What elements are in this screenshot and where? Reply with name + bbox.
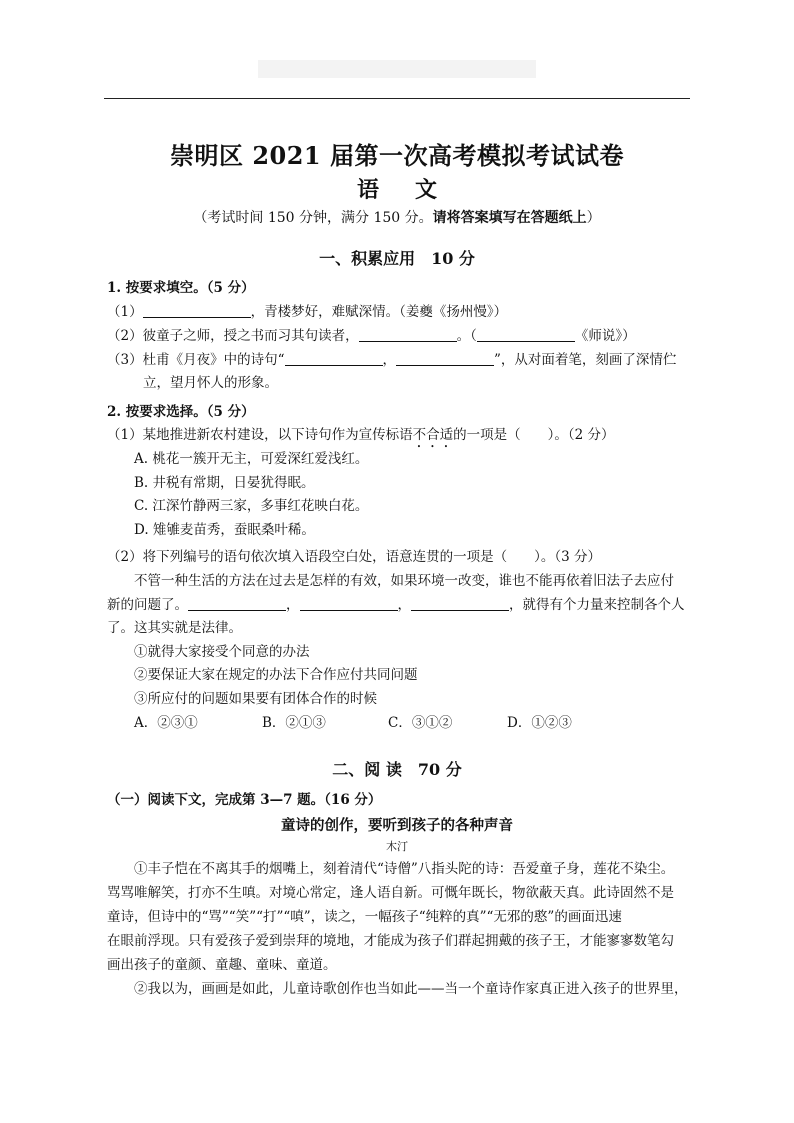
q2-para-line (107, 593, 685, 613)
note-bold-text: 请将答案填写在答题纸上 (432, 210, 587, 226)
q1-stem: 1. 按要求填空。（5 分） (107, 280, 255, 296)
article-line: 画出孩子的童颜、童趣、童味、童道。 (107, 957, 337, 973)
subject-char: 语 (356, 177, 379, 203)
note-text: （考试时间 150 分钟，满分 150 分。 (193, 210, 433, 226)
q1-item3-text-end: ”，从对面着笔，刻画了深情伫 (494, 352, 677, 368)
article-line: ②我以为，画画是如此，儿童诗歌创作也当如此——当一个童诗作家真正进入孩子的世界里， (134, 981, 688, 997)
q1-item3 (107, 348, 676, 368)
answer-blank[interactable] (300, 596, 398, 611)
q1-item3-cont: 立，望月怀人的形象。 (143, 375, 278, 391)
answer-blank[interactable] (477, 327, 575, 342)
answer-blank[interactable] (188, 596, 286, 611)
q2-para-sep: ， (286, 597, 300, 613)
q1-item3-sep: ， (382, 352, 396, 368)
q1-item1-num: （1） (107, 304, 143, 320)
q1-item3-text: （3）杜甫《月夜》中的诗句“ (107, 352, 285, 368)
q2-option-b[interactable]: B. 井税有常期，日晏犹得眠。 (134, 475, 315, 491)
q2-item-1: ①就得大家接受个同意的办法 (134, 644, 310, 660)
header-stamp (258, 60, 536, 78)
article-line: 在眼前浮现。只有爱孩子爱到崇拜的境地，才能成为孩子们群起拥戴的孩子王，才能寥寥数笔勾 (107, 933, 674, 949)
q2-sub1-text: （1）某地推进新农村建设，以下诗句作为宣传标语 (107, 427, 413, 443)
q2-para-text-end: ，就得有个力量来控制各个人 (509, 597, 685, 613)
subject-char: 文 (415, 177, 438, 203)
note-end: ） (586, 210, 601, 226)
q2-sub2: （2）将下列编号的语句依次填入语段空白处，语意连贯的一项是（ ）。（3 分） (107, 549, 601, 565)
q1-item2 (107, 324, 636, 344)
q2-sub1-text-end: 的一项是（ ）。（2 分） (453, 427, 615, 443)
q2-choice-d[interactable]: D．①②③ (507, 715, 572, 731)
q1-item1 (107, 300, 507, 320)
reading-part1-stem: （一）阅读下文，完成第 3—7 题。（16 分） (107, 792, 382, 808)
q2-stem: 2. 按要求选择。（5 分） (107, 404, 255, 420)
q2-choice-b[interactable]: B．②①③ (262, 715, 326, 731)
answer-blank[interactable] (285, 351, 383, 366)
q1-item1-text: ，青楼梦好，难赋深情。（姜夔《扬州慢》） (250, 304, 508, 320)
answer-blank[interactable] (359, 327, 457, 342)
article-line: 童诗，但诗中的“骂”“笑”“打”“嗔”，读之，一幅孩子“纯粹的真”“无邪的憨”的画面迅速 (107, 909, 622, 925)
q2-sub1-emphasis: 不合适 (412, 427, 454, 443)
section1-heading: 一、积累应用 10 分 (319, 249, 475, 268)
answer-blank[interactable] (396, 351, 494, 366)
subject-title (0, 173, 794, 204)
section2-heading: 二、阅 读 70 分 (332, 760, 462, 779)
q2-choice-c[interactable]: C．③①② (388, 715, 453, 731)
q2-item-3: ③所应付的问题如果要有团体合作的时候 (134, 691, 377, 707)
answer-blank[interactable] (411, 596, 509, 611)
answer-blank[interactable] (143, 303, 251, 318)
q1-item2-sep: 。（ (456, 328, 477, 344)
article-line: ①丰子恺在不离其手的烟嘴上，刻着清代“诗僧”八指头陀的诗：吾爱童子身，莲花不染尘。 (134, 861, 675, 877)
exam-title: 崇明区 2021 届第一次高考模拟考试试卷 (169, 141, 624, 170)
q2-choice-a[interactable]: A．②③① (134, 715, 198, 731)
q2-para-line: 不管一种生活的方法在过去是怎样的有效，如果环境一改变，谁也不能再依着旧法子去应付 (134, 573, 674, 589)
header-rule (104, 98, 690, 99)
article-author: 木汀 (386, 840, 408, 853)
exam-note (0, 207, 794, 227)
q2-option-c[interactable]: C. 江深竹静两三家，多事红花映白花。 (134, 498, 369, 514)
q2-item-2: ②要保证大家在规定的办法下合作应付共同问题 (134, 667, 418, 683)
q2-para-line: 了。这其实就是法律。 (107, 620, 242, 636)
q2-option-d[interactable]: D. 雉雊麦苗秀，蚕眠桑叶稀。 (134, 522, 315, 538)
article-title: 童诗的创作，要听到孩子的各种声音 (281, 817, 513, 834)
q1-item2-source: 《师说》） (574, 328, 636, 344)
q2-para-text: 新的问题了。 (107, 597, 188, 613)
article-line: 骂骂唯解笑，打亦不生嗔。对境心常定，逢人语自新。可慨年既长，物欲蔽天真。此诗固然不是 (107, 885, 674, 901)
q1-item2-text: （2）彼童子之师，授之书而习其句读者， (107, 328, 359, 344)
q2-para-sep: ， (397, 597, 411, 613)
q2-option-a[interactable]: A. 桃花一簇开无主，可爱深红爱浅红。 (134, 451, 369, 467)
